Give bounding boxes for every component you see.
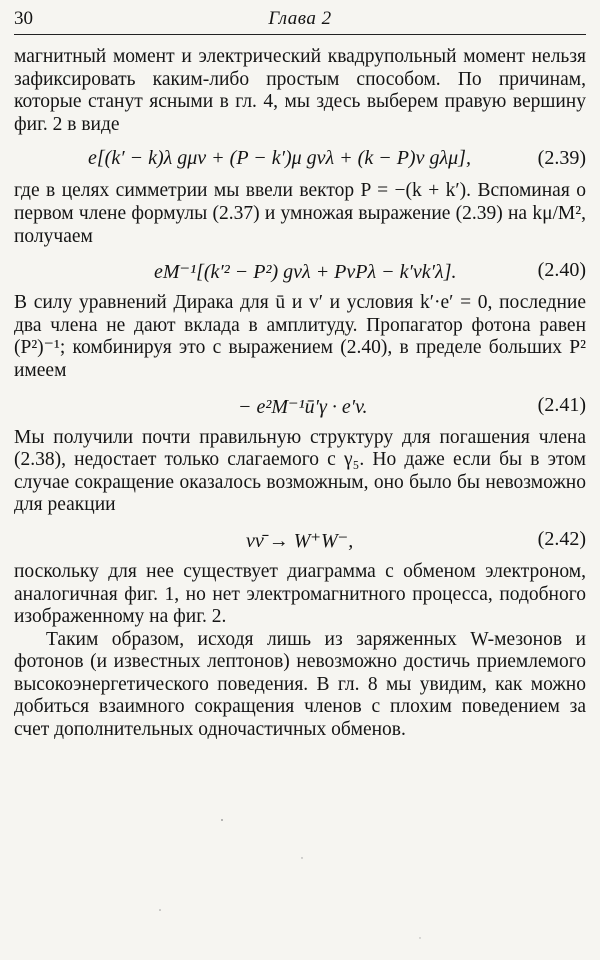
equation-number: (2.40) (537, 259, 586, 282)
paragraph-4: Мы получили почти правильную структуру для погашения члена (2.38), недостает только слагаемого с γ₅. Но даже если бы в этом случае сокращение оказалось возможным, оно было бы невозможно для реакции (14, 426, 586, 516)
page-number: 30 (14, 8, 33, 29)
paragraph-1: магнитный момент и электрический квадрупольный момент нельзя зафиксировать каким-либо простым способом. По причинам, которые станут ясными в гл. 4, мы здесь выберем правую вершину фиг. 2 в виде (14, 46, 586, 135)
running-title: Глава 2 (268, 8, 332, 29)
paragraph-5: поскольку для нее существует диаграмма с обменом электроном, аналогичная фиг. 1, но нет электромагнитного процесса, подобного изображенному на фиг. 2. (14, 560, 586, 628)
paragraph-2: где в целях симметрии мы ввели вектор P = −(k + k′). Вспоминая о первом члене формулы (2.37) и умножая выражение (2.39) на kμ/M², получаем (14, 180, 586, 247)
equation-formula: e[(k′ − k)λ gμν + (P − k′)μ gνλ + (k − P)ν gλμ], (88, 147, 471, 170)
paragraph-6: Таким образом, исходя лишь из заряженных W-мезонов и фотонов (и известных лептонов) невозможно достичь приемлемого высокоэнергетического поведения. В гл. 8 мы увидим, как можно добиться взаимного сокращения членов с плохим поведением за счет дополнительных одночастичных обменов. (14, 628, 586, 741)
equation-number: (2.41) (537, 393, 586, 416)
paragraph-3: В силу уравнений Дирака для ū и v′ и условия k′·e′ = 0, последние два члена не дают вклада в амплитуду. Пропагатор фотона равен (P²)⁻¹; комбинируя это с выражением (2.40), в пределе больших P² имеем (14, 292, 586, 381)
equation-number: (2.42) (537, 527, 586, 550)
equation-number: (2.39) (537, 147, 586, 170)
equation-formula: − e²M⁻¹ū′γ · e′v. (238, 395, 368, 418)
equation-formula: νν̄ → W⁺W⁻, (246, 529, 354, 552)
equation-formula: eM⁻¹[(k′² − P²) gνλ + PνPλ − k′νk′λ]. (154, 261, 457, 284)
